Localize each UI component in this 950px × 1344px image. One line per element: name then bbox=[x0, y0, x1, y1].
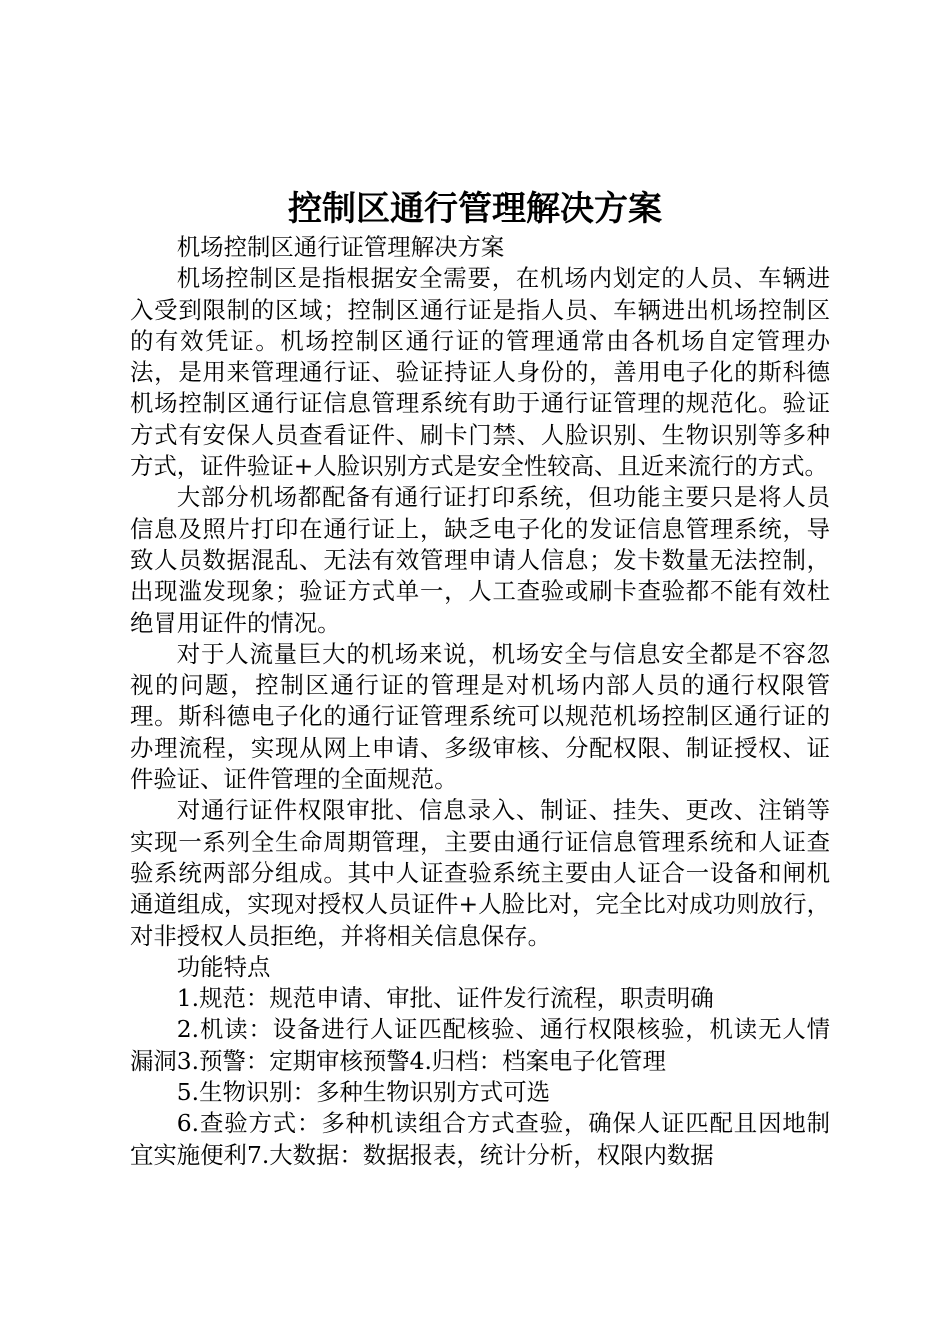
importance-paragraph: 对于人流量巨大的机场来说，机场安全与信息安全都是不容忽视的问题，控制区通行证的管理是对机场内部人员的通行权限管理。斯科德电子化的通行证管理系统可以规范机场控制区通行证的办理流程，实现从网上申请、多级审核、分配权限、制证授权、证件验证、证件管理的全面规范。 bbox=[130, 639, 830, 794]
feature-item-6-7: 6.查验方式：多种机读组合方式查验，确保人证匹配且因地制宜实施便利7.大数据：数据报表，统计分析，权限内数据 bbox=[130, 1109, 830, 1169]
feature-item-1: 1.规范：规范申请、审批、证件发行流程，职责明确 bbox=[176, 984, 714, 1013]
lifecycle-paragraph: 对通行证件权限审批、信息录入、制证、挂失、更改、注销等实现一系列全生命周期管理，主要由通行证信息管理系统和人证查验系统两部分组成。其中人证查验系统主要由人证合一设备和闸机通道组成，实现对授权人员证件+人脸比对，完全比对成功则放行，对非授权人员拒绝，并将相关信息保存。 bbox=[130, 796, 830, 950]
intro-paragraph: 机场控制区是指根据安全需要，在机场内划定的人员、车辆进入受到限制的区域；控制区通行证是指人员、车辆进出机场控制区的有效凭证。机场控制区通行证的管理通常由各机场自定管理办法，是用来管理通行证、验证持证人身份的，善用电子化的斯科德机场控制区通行证信息管理系统有助于通行证管理的规范化。验证方式有安保人员查看证件、刷卡门禁、人脸识别、生物识别等多种方式，证件验证+人脸识别方式是安全性较高、且近来流行的方式。 bbox=[130, 264, 830, 481]
document-title: 控制区通行管理解决方案 bbox=[288, 189, 662, 229]
subtitle-paragraph: 机场控制区通行证管理解决方案 bbox=[176, 233, 505, 261]
feature-item-2-4: 2.机读：设备进行人证匹配核验、通行权限核验，机读无人情漏洞3.预警：定期审核预警4.归档：档案电子化管理 bbox=[130, 1015, 830, 1075]
problem-paragraph: 大部分机场都配备有通行证打印系统，但功能主要只是将人员信息及照片打印在通行证上，缺乏电子化的发证信息管理系统，导致人员数据混乱、无法有效管理申请人信息；发卡数量无法控制，出现滥发现象；验证方式单一，人工查验或刷卡查验都不能有效杜绝冒用证件的情况。 bbox=[130, 483, 830, 637]
feature-item-5: 5.生物识别：多种生物识别方式可选 bbox=[176, 1078, 550, 1107]
document-body bbox=[130, 232, 830, 1171]
features-heading: 功能特点 bbox=[176, 952, 271, 981]
